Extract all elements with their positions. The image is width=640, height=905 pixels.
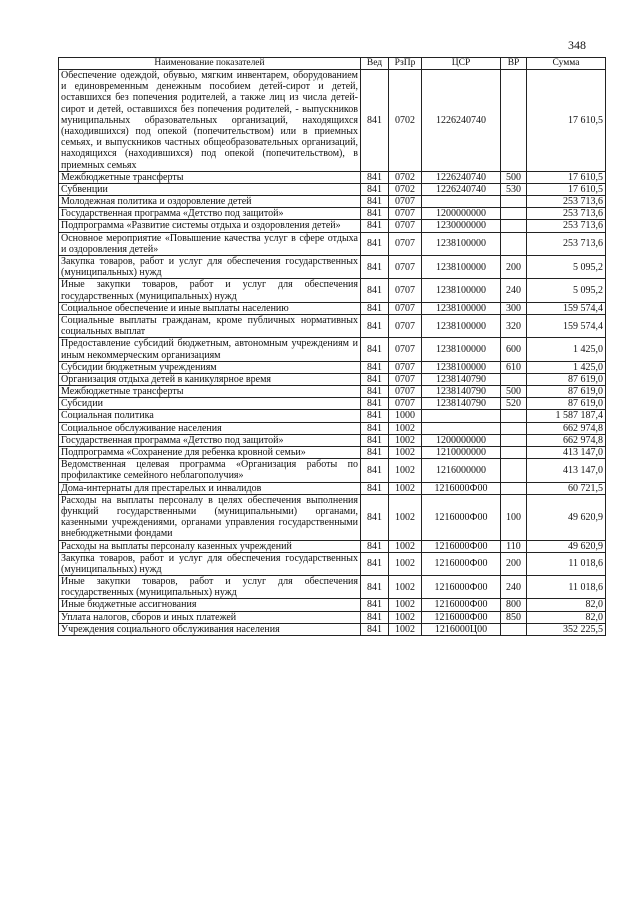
row-csr: [422, 422, 501, 434]
row-rzpr: 1002: [389, 494, 422, 540]
row-rzpr: 1002: [389, 482, 422, 494]
table-row: [59, 540, 606, 552]
row-vr: 520: [501, 398, 527, 410]
header-ved: Вед: [361, 58, 389, 70]
row-ved: 841: [361, 459, 389, 482]
table-row: [59, 386, 606, 398]
table-row: [59, 361, 606, 373]
row-sum: 413 147,0: [527, 447, 606, 459]
row-rzpr: 0707: [389, 232, 422, 255]
row-ved: 841: [361, 373, 389, 385]
row-csr: 1238100000: [422, 232, 501, 255]
row-vr: 530: [501, 183, 527, 195]
row-vr: 500: [501, 171, 527, 183]
row-ved: 841: [361, 410, 389, 422]
table-row: [59, 338, 606, 361]
table-header-row: [59, 58, 606, 70]
row-rzpr: 1002: [389, 576, 422, 599]
row-sum: 253 713,6: [527, 232, 606, 255]
row-ved: 841: [361, 398, 389, 410]
row-sum: 82,0: [527, 611, 606, 623]
table-row: [59, 459, 606, 482]
row-sum: 352 225,5: [527, 623, 606, 635]
row-vr: [501, 447, 527, 459]
row-name: Основное мероприятие «Повышение качества услуг в сфере отдыха и оздоровления детей»: [59, 232, 361, 255]
row-vr: [501, 434, 527, 446]
row-ved: 841: [361, 623, 389, 635]
table-row: [59, 208, 606, 220]
row-vr: 600: [501, 338, 527, 361]
row-vr: 610: [501, 361, 527, 373]
row-name: Предоставление субсидий бюджетным, автономным учреждениям и иным некоммерческим организациям: [59, 338, 361, 361]
row-csr: 1216000Ц00: [422, 623, 501, 635]
row-name: Социальные выплаты гражданам, кроме публичных нормативных социальных выплат: [59, 314, 361, 337]
row-name: Социальная политика: [59, 410, 361, 422]
row-rzpr: 0707: [389, 386, 422, 398]
row-rzpr: 1002: [389, 552, 422, 575]
row-vr: 110: [501, 540, 527, 552]
table-row: [59, 302, 606, 314]
row-csr: 1216000Ф00: [422, 611, 501, 623]
row-csr: 1238100000: [422, 256, 501, 279]
row-sum: 11 018,6: [527, 552, 606, 575]
table-row: [59, 183, 606, 195]
table-row: [59, 256, 606, 279]
row-csr: 1216000Ф00: [422, 576, 501, 599]
row-name: Учреждения социального обслуживания населения: [59, 623, 361, 635]
row-csr: 1200000000: [422, 208, 501, 220]
row-name: Дома-интернаты для престарелых и инвалидов: [59, 482, 361, 494]
table-row: [59, 196, 606, 208]
row-ved: 841: [361, 599, 389, 611]
row-sum: 662 974,8: [527, 434, 606, 446]
row-rzpr: 0707: [389, 361, 422, 373]
row-csr: 1216000Ф00: [422, 540, 501, 552]
row-ved: 841: [361, 386, 389, 398]
row-rzpr: 0707: [389, 279, 422, 302]
row-csr: 1216000Ф00: [422, 599, 501, 611]
table-row: [59, 482, 606, 494]
row-vr: [501, 410, 527, 422]
row-rzpr: 1002: [389, 623, 422, 635]
row-sum: 159 574,4: [527, 314, 606, 337]
header-vr: ВР: [501, 58, 527, 70]
budget-table: [58, 57, 606, 636]
row-csr: 1238140790: [422, 386, 501, 398]
row-vr: [501, 70, 527, 172]
row-ved: 841: [361, 70, 389, 172]
table-row: [59, 623, 606, 635]
row-sum: 17 610,5: [527, 183, 606, 195]
table-row: [59, 611, 606, 623]
row-sum: 17 610,5: [527, 70, 606, 172]
row-name: Закупка товаров, работ и услуг для обеспечения государственных (муниципальных) нужд: [59, 256, 361, 279]
row-sum: 1 587 187,4: [527, 410, 606, 422]
row-sum: 87 619,0: [527, 386, 606, 398]
header-rzpr: РзПр: [389, 58, 422, 70]
row-rzpr: 1000: [389, 410, 422, 422]
row-rzpr: 0702: [389, 171, 422, 183]
row-rzpr: 0707: [389, 302, 422, 314]
row-ved: 841: [361, 183, 389, 195]
table-row: [59, 279, 606, 302]
table-row: [59, 232, 606, 255]
row-rzpr: 0707: [389, 196, 422, 208]
row-name: Социальное обслуживание населения: [59, 422, 361, 434]
row-ved: 841: [361, 338, 389, 361]
header-name: Наименование показателей: [59, 58, 361, 70]
row-vr: 800: [501, 599, 527, 611]
row-vr: [501, 232, 527, 255]
row-csr: 1216000000: [422, 459, 501, 482]
row-name: Организация отдыха детей в каникулярное время: [59, 373, 361, 385]
row-csr: 1238140790: [422, 373, 501, 385]
row-vr: 240: [501, 576, 527, 599]
page-number: 348: [568, 38, 586, 52]
row-name: Субсидии: [59, 398, 361, 410]
row-rzpr: 0707: [389, 208, 422, 220]
row-ved: 841: [361, 494, 389, 540]
row-sum: 253 713,6: [527, 208, 606, 220]
table-row: [59, 434, 606, 446]
row-vr: [501, 482, 527, 494]
row-name: Социальное обеспечение и иные выплаты населению: [59, 302, 361, 314]
row-name: Межбюджетные трансферты: [59, 386, 361, 398]
row-vr: [501, 623, 527, 635]
row-rzpr: 1002: [389, 447, 422, 459]
row-sum: 49 620,9: [527, 540, 606, 552]
row-rzpr: 0707: [389, 398, 422, 410]
row-ved: 841: [361, 314, 389, 337]
row-csr: 1216000Ф00: [422, 552, 501, 575]
row-vr: 300: [501, 302, 527, 314]
row-name: Государственная программа «Детство под защитой»: [59, 434, 361, 446]
row-vr: [501, 373, 527, 385]
row-sum: 87 619,0: [527, 398, 606, 410]
row-name: Закупка товаров, работ и услуг для обеспечения государственных (муниципальных) нужд: [59, 552, 361, 575]
header-csr: ЦСР: [422, 58, 501, 70]
row-rzpr: 0707: [389, 338, 422, 361]
row-name: Ведомственная целевая программа «Организация работы по профилактике семейного неблагополучия»: [59, 459, 361, 482]
row-vr: 850: [501, 611, 527, 623]
row-rzpr: 1002: [389, 599, 422, 611]
row-csr: 1238100000: [422, 314, 501, 337]
row-name: Субвенции: [59, 183, 361, 195]
row-sum: 5 095,2: [527, 256, 606, 279]
row-name: Субсидии бюджетным учреждениям: [59, 361, 361, 373]
row-name: Подпрограмма «Сохранение для ребенка кровной семьи»: [59, 447, 361, 459]
table-row: [59, 373, 606, 385]
row-name: Государственная программа «Детство под защитой»: [59, 208, 361, 220]
row-name: Молодежная политика и оздоровление детей: [59, 196, 361, 208]
row-vr: 500: [501, 386, 527, 398]
row-vr: 320: [501, 314, 527, 337]
row-rzpr: 0702: [389, 183, 422, 195]
table-row: [59, 398, 606, 410]
row-rzpr: 1002: [389, 540, 422, 552]
row-ved: 841: [361, 434, 389, 446]
row-ved: 841: [361, 302, 389, 314]
row-sum: 253 713,6: [527, 196, 606, 208]
row-sum: 1 425,0: [527, 338, 606, 361]
row-vr: [501, 459, 527, 482]
row-csr: 1226240740: [422, 70, 501, 172]
row-ved: 841: [361, 422, 389, 434]
row-rzpr: 0707: [389, 373, 422, 385]
table-body: [59, 70, 606, 636]
row-vr: 200: [501, 256, 527, 279]
row-ved: 841: [361, 220, 389, 232]
row-csr: 1230000000: [422, 220, 501, 232]
table-row: [59, 552, 606, 575]
row-rzpr: 0702: [389, 70, 422, 172]
table-row: [59, 599, 606, 611]
row-csr: 1238100000: [422, 338, 501, 361]
table-row: [59, 410, 606, 422]
row-ved: 841: [361, 279, 389, 302]
row-vr: [501, 422, 527, 434]
row-csr: 1226240740: [422, 171, 501, 183]
row-rzpr: 1002: [389, 422, 422, 434]
row-sum: 662 974,8: [527, 422, 606, 434]
row-sum: 60 721,5: [527, 482, 606, 494]
row-csr: 1226240740: [422, 183, 501, 195]
row-rzpr: 0707: [389, 314, 422, 337]
row-rzpr: 1002: [389, 611, 422, 623]
row-csr: [422, 196, 501, 208]
row-sum: 5 095,2: [527, 279, 606, 302]
row-name: Уплата налогов, сборов и иных платежей: [59, 611, 361, 623]
row-ved: 841: [361, 552, 389, 575]
row-name: Подпрограмма «Развитие системы отдыха и оздоровления детей»: [59, 220, 361, 232]
row-csr: [422, 410, 501, 422]
row-csr: 1238100000: [422, 361, 501, 373]
row-ved: 841: [361, 482, 389, 494]
row-ved: 841: [361, 576, 389, 599]
row-sum: 159 574,4: [527, 302, 606, 314]
row-vr: [501, 196, 527, 208]
row-ved: 841: [361, 611, 389, 623]
row-rzpr: 0707: [389, 256, 422, 279]
row-sum: 87 619,0: [527, 373, 606, 385]
row-sum: 413 147,0: [527, 459, 606, 482]
row-name: Расходы на выплаты персоналу казенных учреждений: [59, 540, 361, 552]
row-csr: 1200000000: [422, 434, 501, 446]
row-ved: 841: [361, 232, 389, 255]
row-name: Межбюджетные трансферты: [59, 171, 361, 183]
row-vr: 100: [501, 494, 527, 540]
row-name: Обеспечение одеждой, обувью, мягким инвентарем, оборудованием и единовременным денежным пособием детей-сирот и детей, оставшихся без попечения родителей, а также лиц из числа детей-сирот и детей, оставшихся без попечения родителей, - выпускников муниципальных образовательных организаций, находящихся (находившихся) под опекой (попечительством) или в приемных семьях, и выпускников частных общеобразовательных организаций, находящихся (находившихся) под опекой (попечительством), в приемных семьях: [59, 70, 361, 172]
row-vr: [501, 208, 527, 220]
row-csr: 1216000Ф00: [422, 482, 501, 494]
row-sum: 82,0: [527, 599, 606, 611]
row-sum: 11 018,6: [527, 576, 606, 599]
row-ved: 841: [361, 540, 389, 552]
row-sum: 253 713,6: [527, 220, 606, 232]
row-csr: 1216000Ф00: [422, 494, 501, 540]
row-sum: 17 610,5: [527, 171, 606, 183]
table-row: [59, 494, 606, 540]
row-sum: 1 425,0: [527, 361, 606, 373]
row-sum: 49 620,9: [527, 494, 606, 540]
row-rzpr: 1002: [389, 434, 422, 446]
row-name: Иные закупки товаров, работ и услуг для обеспечения государственных (муниципальных) нужд: [59, 576, 361, 599]
row-name: Иные закупки товаров, работ и услуг для обеспечения государственных (муниципальных) нужд: [59, 279, 361, 302]
row-rzpr: 0707: [389, 220, 422, 232]
row-ved: 841: [361, 196, 389, 208]
row-rzpr: 1002: [389, 459, 422, 482]
row-vr: 200: [501, 552, 527, 575]
row-vr: [501, 220, 527, 232]
row-csr: 1238100000: [422, 302, 501, 314]
row-csr: 1238100000: [422, 279, 501, 302]
row-csr: 1210000000: [422, 447, 501, 459]
header-sum: Сумма: [527, 58, 606, 70]
table-row: [59, 70, 606, 172]
row-ved: 841: [361, 256, 389, 279]
table-row: [59, 314, 606, 337]
table-row: [59, 422, 606, 434]
row-vr: 240: [501, 279, 527, 302]
row-ved: 841: [361, 208, 389, 220]
row-name: Иные бюджетные ассигнования: [59, 599, 361, 611]
table-row: [59, 220, 606, 232]
row-csr: 1238140790: [422, 398, 501, 410]
row-name: Расходы на выплаты персоналу в целях обеспечения выполнения функций государственными (муниципальными) органами, казенными учреждениями, органами управления государственными внебюджетными фондами: [59, 494, 361, 540]
row-ved: 841: [361, 171, 389, 183]
table-row: [59, 576, 606, 599]
table-row: [59, 447, 606, 459]
table-row: [59, 171, 606, 183]
row-ved: 841: [361, 447, 389, 459]
row-ved: 841: [361, 361, 389, 373]
